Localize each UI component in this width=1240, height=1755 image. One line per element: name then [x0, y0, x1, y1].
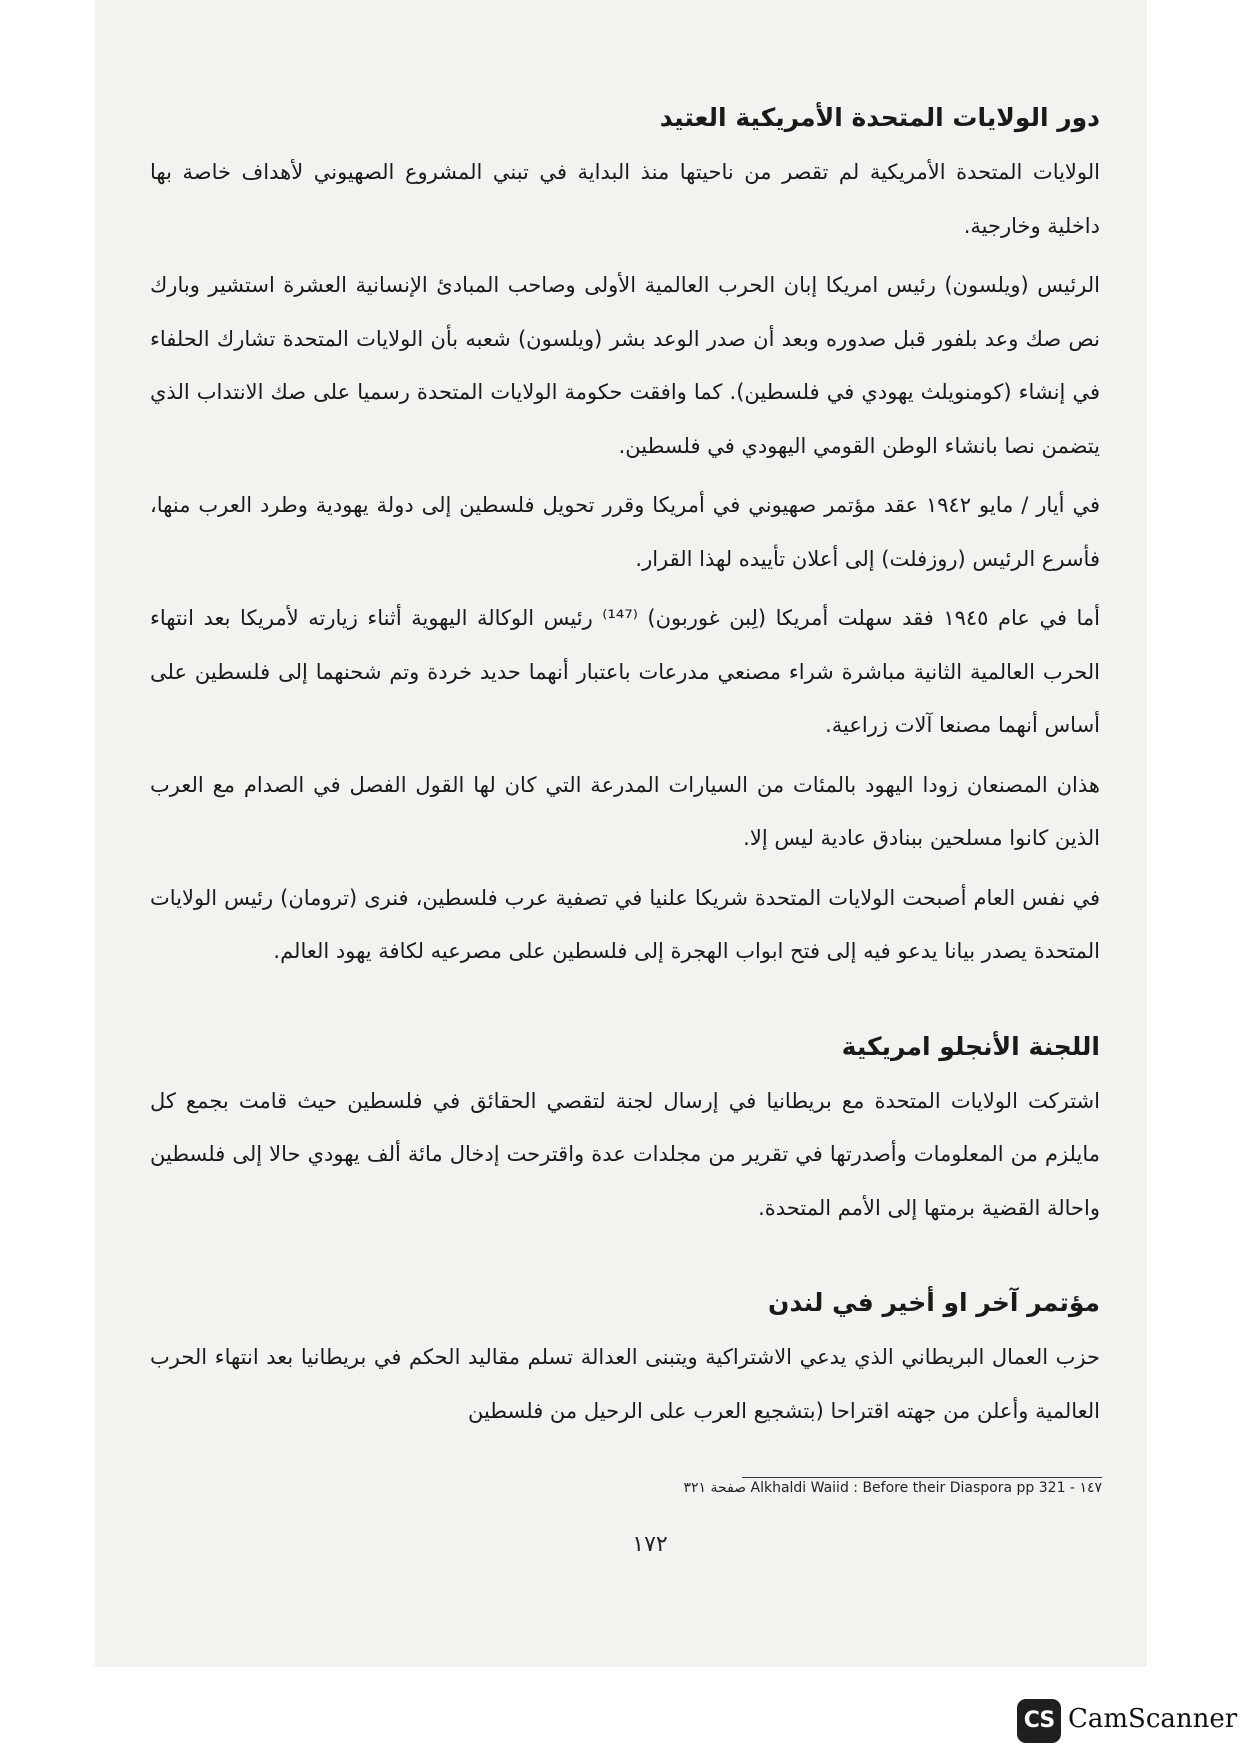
paragraph: في أيار / مايو ١٩٤٢ عقد مؤتمر صهيوني في أمريكا وقرر تحويل فلسطين إلى دولة يهودية وطرد العرب منها، فأسرع الرئيس (روزفلت) إلى أعلان تأييده لهذا القرار. [150, 493, 1100, 571]
paragraph: في نفس العام أصبحت الولايات المتحدة شريكا علنيا في تصفية عرب فلسطين، فنرى (ترومان) رئيس الولايات المتحدة يصدر بيانا يدعو فيه إلى فتح ابواب الهجرة إلى فلسطين على مصرعيه لكافة يهود العالم. [150, 885, 1100, 963]
page-number: ١٧٢ [632, 1532, 668, 1557]
paragraph: اشتركت الولايات المتحدة مع بريطانيا في إرسال لجنة لتقصي الحقائق في فلسطين حيث قامت بجمع كل مايلزم من المعلومات وأصدرتها في تقرير من مجلدات عدة واقترحت إدخال مائة ألف يهودي حالا إلى فلسطين واحالة القضية برمتها إلى الأمم المتحدة. [150, 1088, 1100, 1220]
paragraph: هذان المصنعان زودا اليهود بالمئات من السيارات المدرعة التي كان لها القول الفصل في الصدام مع العرب الذين كانوا مسلحين ببنادق عادية ليس إلا. [150, 772, 1100, 850]
section-heading: مؤتمر آخر او أخير في لندن [768, 1288, 1100, 1317]
paragraph: حزب العمال البريطاني الذي يدعي الاشتراكية ويتبنى العدالة تسلم مقاليد الحكم في بريطانيا بعد انتهاء الحرب العالمية وأعلن من جهته اقتراحا (بتشجيع العرب على الرحيل من فلسطين [150, 1345, 1100, 1423]
camscanner-logo: CS [1017, 1699, 1061, 1743]
paragraph: الولايات المتحدة الأمريكية لم تقصر من ناحيتها منذ البداية في تبني المشروع الصهيوني لأهداف خاصة بها داخلية وخارجية. [150, 160, 1100, 238]
paragraph: الرئيس (ويلسون) رئيس امريكا إبان الحرب العالمية الأولى وصاحب المبادئ الإنسانية العشرة استشير وبارك نص صك وعد بلفور قبل صدوره وبعد أن صدر الوعد بشر (ويلسون) شعبه بأن الولايات المتحدة تشارك الحلفاء في إنشاء (كومنويلث يهودي في فلسطين). كما وافقت حكومة الولايات المتحدة رسميا على صك الانتداب الذي يتضمن نصا بانشاء الوطن القومي اليهودي في فلسطين. [150, 273, 1100, 458]
footnote: ١٤٧ - Alkhaldi Waiid : Before their Diaspora pp 321 صفحة ٣٢١ [683, 1480, 1102, 1496]
footnote-rule [742, 1477, 1102, 1478]
document-body [150, 96, 1100, 1444]
section-heading: اللجنة الأنجلو امريكية [841, 1031, 1100, 1061]
camscanner-watermark: CamScanner [1068, 1704, 1238, 1734]
paragraph: أما في عام ١٩٤٥ فقد سهلت أمريكا (لِبن غوربون) ⁽¹⁴⁷⁾ رئيس الوكالة اليهوية أثناء زيارته لأمريكا بعد انتهاء الحرب العالمية الثانية مباشرة شراء مصنعي مدرعات باعتبار أنهما حديد خردة وتم شحنهما إلى فلسطين على أساس أنهما مصنعا آلات زراعية. [150, 606, 1101, 737]
section-heading: دور الولايات المتحدة الأمريكية العتيد [659, 103, 1100, 132]
